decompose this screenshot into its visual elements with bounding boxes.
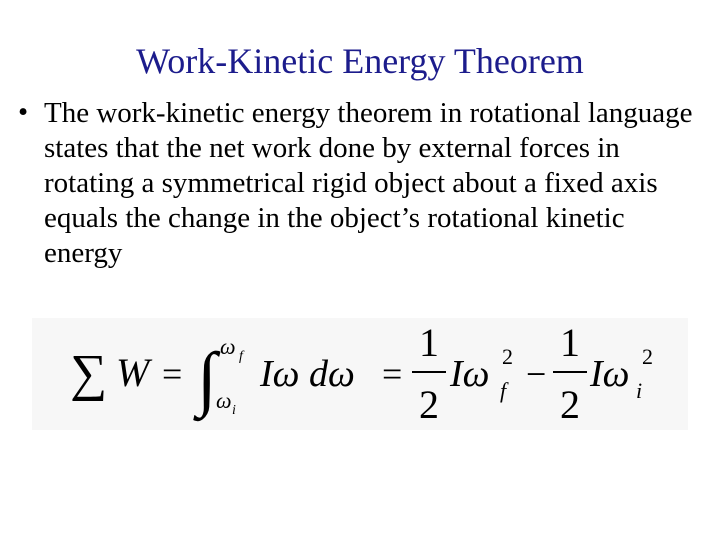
upper-limit-sub: f [239, 349, 243, 364]
bullet-marker: • [18, 96, 29, 128]
equals-sign-2: = [382, 354, 403, 394]
fraction-2-numerator: 1 [560, 320, 580, 365]
slide-title: Work-Kinetic Energy Theorem [136, 41, 584, 81]
upper-limit: ω [220, 334, 236, 359]
bullet-text: The work-kinetic energy theorem in rotational language states that the net work done by external forces in rotating a symmetrical rigid object about a fixed axis equals the change in the object’s rotational kinetic energy [44, 97, 693, 269]
fraction-1-denominator: 2 [419, 382, 439, 427]
work-symbol: W [116, 350, 150, 395]
final-subscript: f [500, 378, 507, 403]
fraction-2-denominator: 2 [560, 382, 580, 427]
integral-sign: ∫ [197, 338, 217, 418]
initial-subscript: i [636, 378, 643, 403]
lower-limit: ω [216, 388, 232, 413]
final-term: Iω [450, 353, 490, 395]
fraction-1-numerator: 1 [419, 320, 439, 365]
equals-sign-1: = [162, 354, 183, 394]
summation-sign: ∑ [70, 345, 108, 402]
minus-sign: − [526, 354, 547, 394]
integrand: Iω dω [260, 353, 355, 395]
initial-exponent: 2 [642, 344, 653, 369]
initial-term: Iω [590, 353, 630, 395]
final-exponent: 2 [502, 344, 513, 369]
formula-svg [32, 318, 688, 430]
formula [32, 318, 688, 430]
lower-limit-sub: i [232, 403, 236, 418]
